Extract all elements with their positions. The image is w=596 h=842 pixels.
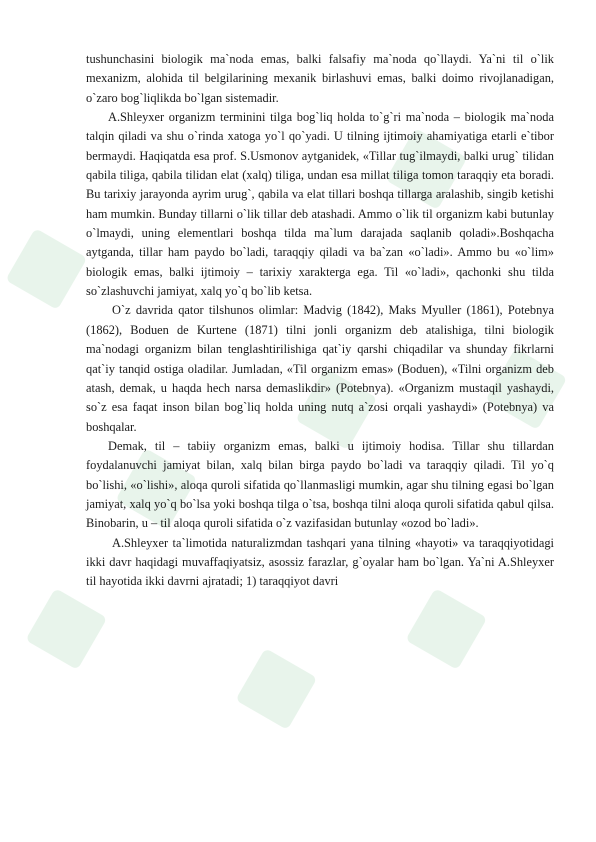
paragraph-4: Demak, til – tabiiy organizm emas, balki u ijtimoiy hodisa. Tillar shu tillardan foydalanuvchi jamiyat bilan, xalq bilan birga paydo bo`ladi va taraqqiy qiladi. Til yo`q bo`lishi, «o`lishi», aloqa quroli sifatida qo`llanmasligi mumkin, agar shu tilning egasi bo`lgan jamiyat, xalq yo`q bo`lsa yoki boshqa tilga o`tsa, boshqa tilni aloqa quroli sifatida qabul qilsa. Binobarin, u – til aloqa quroli sifatida o`z vazifasidan butunlay «ozod bo`ladi». (86, 438, 554, 531)
body-text (86, 50, 554, 592)
paragraph-5: A.Shleyxer ta`limotida naturalizmdan tashqari yana tilning «hayoti» va taraqqiyotidagi ikki davr haqidagi muvaffaqiyatsiz, asossiz farazlar, g`oyalar ham bo`lgan. Ya`ni A.Shleyxer til hayotida ikki davrni ajratadi; 1) taraqqiyot davri (86, 535, 554, 589)
paragraph-1: tushunchasini biologik ma`noda emas, balki falsafiy ma`noda qo`llaydi. Ya`ni til o`lik mexanizm, alohida til belgilarining mexanik birlashuvi emas, balki doimo rivojlanadigan, o`zaro bog`liqlikda bo`lgan sistemadir. (86, 52, 554, 105)
paragraph-3: O`z davrida qator tilshunos olimlar: Madvig (1842), Maks Myuller (1861), Potebnya (1862), Boduen de Kurtene (1871) tilni jonli organizm deb atalishiga, tilni biologik ma`nodagi organizm bilan tenglashtirilishiga qat`iy qarshi chiqadilar va shunday fikrlarni qat`iy tanqid ostiga oladilar. Jumladan, «Til organizm emas» (Boduen), «Tilni organizm deb atash, demak, u haqda hech narsa demaslikdir» (Potebnya). «Organizm mustaqil yashaydi, so`z esa faqat inson bilan bog`liq holda uning nutq a`zosi orqali yashaydi» (Potebnya) va boshqalar. (86, 303, 554, 434)
paragraph-2: A.Shleyxer organizm terminini tilga bog`liq holda to`g`ri ma`noda – biologik ma`noda talqin qiladi va shu o`rinda xatoga yo`l qo`yadi. U tilning ijtimoiy ahamiyatiga etarli e`tibor bermaydi. Haqiqatda esa prof. S.Usmonov aytganidek, «Tillar tug`ilmaydi, balki urug` tilidan qabila tiliga, qabila tilidan elat (xalq) tiliga, undan esa millat tiliga tomon taraqqiy eta boradi. Bu tarixiy jarayonda ayrim urug`, qabila va elat tillari boshqa tillarga aralashib, singib ketishi ham mumkin. Bunday tillarni o`lik tillar deb atashadi. Ammo o`lik til organizm kabi butunlay o`lmaydi, uning elementlari boshqa tilda ma`lum darajada saqlanib qoladi».Boshqacha aytganda, tillar ham paydo bo`ladi, taraqqiy qiladi va ba`zan «o`ladi». Ammo bu «o`lim» biologik emas, balki ijtimoiy – tarixiy xarakterga ega. Til «o`ladi», qachonki shu tilda so`zlashuvchi jamiyat, xalq yo`q bo`lib ketsa. (86, 110, 554, 299)
